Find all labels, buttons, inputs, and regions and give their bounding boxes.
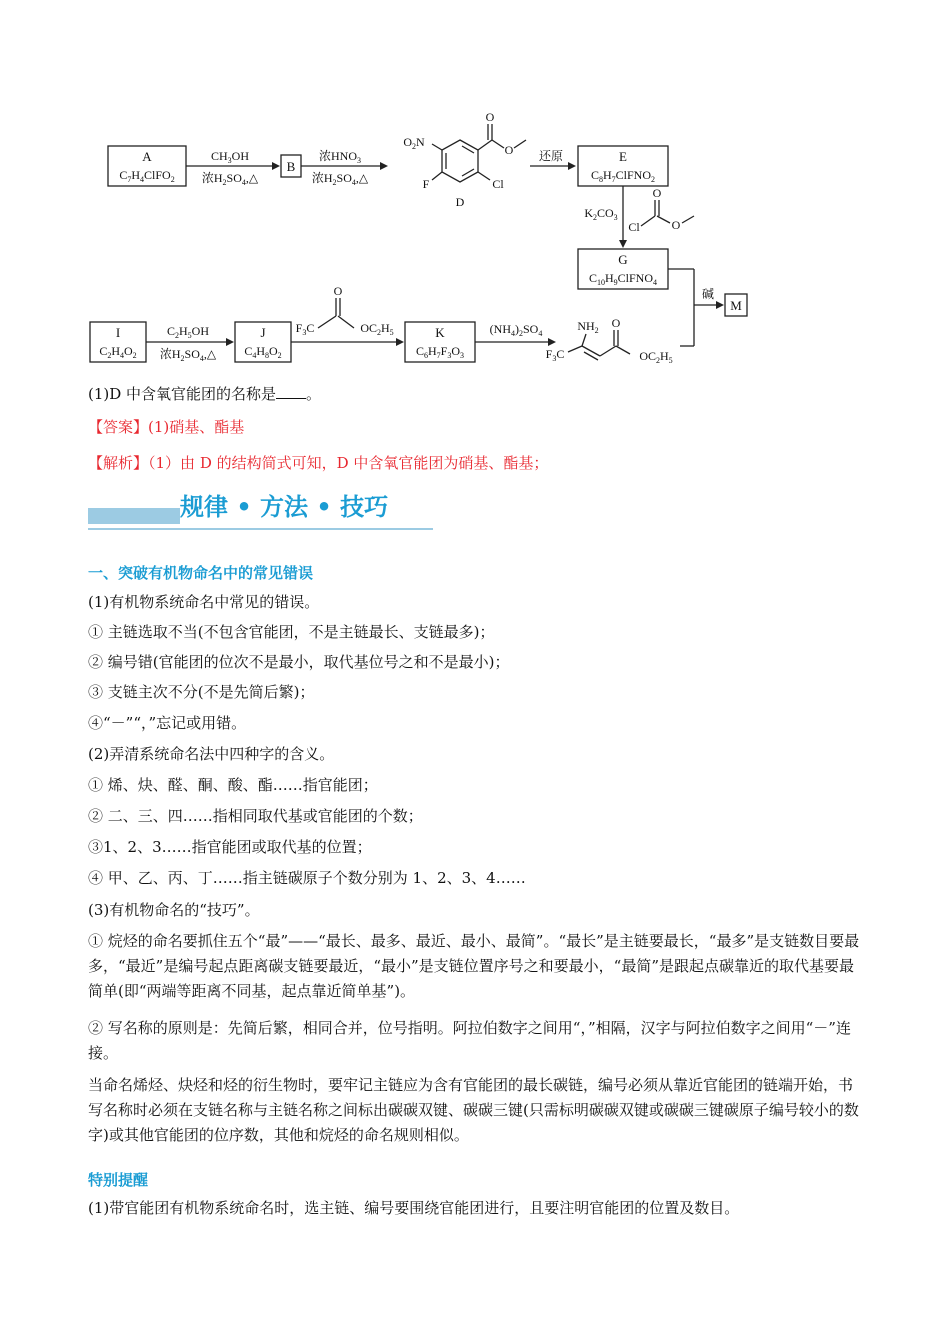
reaction-scheme-diagram <box>0 0 950 380</box>
reaction-arrow-1 <box>186 149 280 187</box>
svg-text:O: O <box>652 186 662 200</box>
reagent-k2co3: $K_2CO_3$ <box>584 206 618 222</box>
section-heading: 一、突破有机物命名中的常见错误 <box>88 564 314 582</box>
compound-B-box <box>281 155 301 177</box>
paragraph-alkane-naming: ① 烷烃的命名要抓住五个“最”——“最长、最多、最近、最小、最简”。“最长”是主链要最长，“最多”是支链数目要最多，“最近”是编号起点距离碳支链要最近，“最小”是支链位置序号之和要最小，“最简”是跟起点碳靠近的取代基要最简单(即“两端等距离不同基，起点靠近简单基”)。 <box>88 932 860 1000</box>
question-prompt: (1)D 中含氧官能团的名称是 <box>88 385 277 403</box>
reagent-hno3: 浓$HNO_3$ <box>319 149 361 165</box>
compound-B-label: B <box>286 159 296 174</box>
product-oc2h5: $OC_2H_5$ <box>639 349 673 365</box>
D-f-label: F <box>422 177 430 191</box>
reaction-arrow-7 <box>291 284 404 346</box>
compound-K-label: K <box>435 325 445 340</box>
reagent-ch3oh: $CH_3OH$ <box>210 149 250 165</box>
compound-G-label: G <box>618 252 628 267</box>
reaction-arrow-8 <box>475 322 556 346</box>
reagent-h2so4-3: 浓$H_2SO_4,\triangle$ <box>159 347 217 363</box>
compound-E-label: E <box>619 149 627 164</box>
reagent-f3c: $F_3C$ <box>295 321 315 337</box>
compound-E-box <box>578 146 668 186</box>
enamine-product-structure <box>546 316 673 365</box>
analysis-text: （1）由 D 的结构简式可知，D 中含氧官能团为硝基、酯基； <box>148 454 549 472</box>
answer-line <box>88 416 244 438</box>
reagent-c2h5oh: $C_2H_5OH$ <box>166 324 210 340</box>
reagent-base: 碱 <box>701 287 715 301</box>
body-line-5: ④“－”“，”忘记或用错。 <box>88 714 247 732</box>
compound-J-label: J <box>260 325 266 340</box>
reagent-oc2h5: $OC_2H_5$ <box>360 321 394 337</box>
product-nh2: $NH_2$ <box>577 319 599 335</box>
svg-text:O: O <box>504 143 514 157</box>
compound-J-formula: $C_4H_8O_2$ <box>244 344 282 360</box>
body-line-9: ③1、2、3……指官能团或取代基的位置； <box>88 838 372 856</box>
body-line-8: ② 二、三、四……指相同取代基或官能团的个数； <box>88 807 423 825</box>
banner-accent-bar <box>88 508 180 524</box>
reaction-arrow-6 <box>146 324 234 363</box>
compound-I-label: I <box>115 325 121 340</box>
section-banner <box>88 490 433 534</box>
analysis-line <box>88 452 548 474</box>
compound-M-box <box>725 294 747 316</box>
banner-title: 规律 • 方法 • 技巧 <box>180 493 389 521</box>
answer-text: (1)硝基、酯基 <box>148 418 245 436</box>
compound-I-formula: $C_2H_4O_2$ <box>99 344 137 360</box>
compound-A-label: A <box>142 149 152 164</box>
svg-text:O: O <box>671 218 681 232</box>
body-line-10: ④ 甲、乙、丙、丁……指主链碳原子个数分别为 1、2、3、4…… <box>88 869 526 887</box>
compound-M-label: M <box>730 298 742 313</box>
body-line-3: ② 编号错(官能团的位次不是最小，取代基位号之和不是最小)； <box>88 653 510 671</box>
paragraph-naming-principles: ② 写名称的原则是：先简后繁，相同合并，位号指明。阿拉伯数字之间用“，”相隔，汉字与阿拉伯数字之间用“－”连接。 <box>88 1019 851 1062</box>
banner-underline <box>88 528 433 530</box>
question-line: (1)D 中含氧官能团的名称是 。 <box>88 385 322 403</box>
reaction-arrow-5 <box>668 269 724 346</box>
body-line-1: (1)有机物系统命名中常见的错误。 <box>88 593 320 611</box>
tip-heading: 特别提醒 <box>88 1171 149 1189</box>
svg-text:O: O <box>333 284 343 298</box>
body-line-4: ③ 支链主次不分(不是先简后繁)； <box>88 683 315 701</box>
svg-text:O: O <box>485 110 495 124</box>
reagent-reduction: 还原 <box>538 149 564 163</box>
compound-K-formula: $C_6H_7F_3O_3$ <box>415 344 465 360</box>
svg-text:O: O <box>611 316 621 330</box>
body-line-6: (2)弄清系统命名法中四种字的含义。 <box>88 745 335 763</box>
reaction-arrow-4 <box>584 186 694 248</box>
paragraph-derivatives: 当命名烯烃、炔烃和烃的衍生物时，要牢记主链应为含有官能团的最长碳链，编号必须从靠近官能团的链端开始，书写名称时必须在支链名称与主链名称之间标出碳碳双键、碳碳三键(只需标明碳碳双键或碳碳三键碳原子编号较小的数字)或其他官能团的位序数，其他和烷烃的命名规则相似。 <box>88 1076 859 1144</box>
compound-K-box <box>405 322 475 362</box>
reaction-arrow-2 <box>301 149 388 187</box>
answer-blank <box>276 384 306 399</box>
compound-E-formula: $C_8H_7ClFNO_2$ <box>590 168 656 184</box>
reagent-h2so4-2: 浓$H_2SO_4,\triangle$ <box>311 171 369 187</box>
compound-D-structure <box>403 110 526 209</box>
tip-line-1: (1)带官能团有机物系统命名时，选主链、编号要围绕官能团进行，且要注明官能团的位置及数目。 <box>88 1199 740 1217</box>
compound-I-box <box>90 322 146 362</box>
body-line-11: (3)有机物命名的“技巧”。 <box>88 901 260 919</box>
reagent-h2so4-1: 浓$H_2SO_4,\triangle$ <box>201 171 259 187</box>
reaction-arrow-3 <box>530 149 576 170</box>
compound-A-formula: $C_7H_4ClFO_2$ <box>119 168 175 184</box>
D-cl-label: Cl <box>492 177 504 191</box>
reagent-nh4so4: $(NH_4)_2SO_4$ <box>489 322 543 338</box>
compound-A-box <box>108 146 186 186</box>
compound-G-box <box>578 249 668 289</box>
reagent-cl: Cl <box>628 220 640 234</box>
compound-J-box <box>235 322 291 362</box>
analysis-tag: 【解析】 <box>88 454 149 472</box>
compound-D-label: D <box>455 195 465 209</box>
compound-G-formula: $C_{10}H_9ClFNO_4$ <box>588 271 658 287</box>
D-no2-label: $O_2N$ <box>403 135 425 151</box>
body-line-2: ① 主链选取不当(不包含官能团，不是主链最长、支链最多)； <box>88 623 495 641</box>
body-line-7: ① 烯、炔、醛、酮、酸、酯……指官能团； <box>88 776 378 794</box>
product-f3c: $F_3C$ <box>545 347 565 363</box>
answer-tag: 【答案】 <box>88 418 149 436</box>
